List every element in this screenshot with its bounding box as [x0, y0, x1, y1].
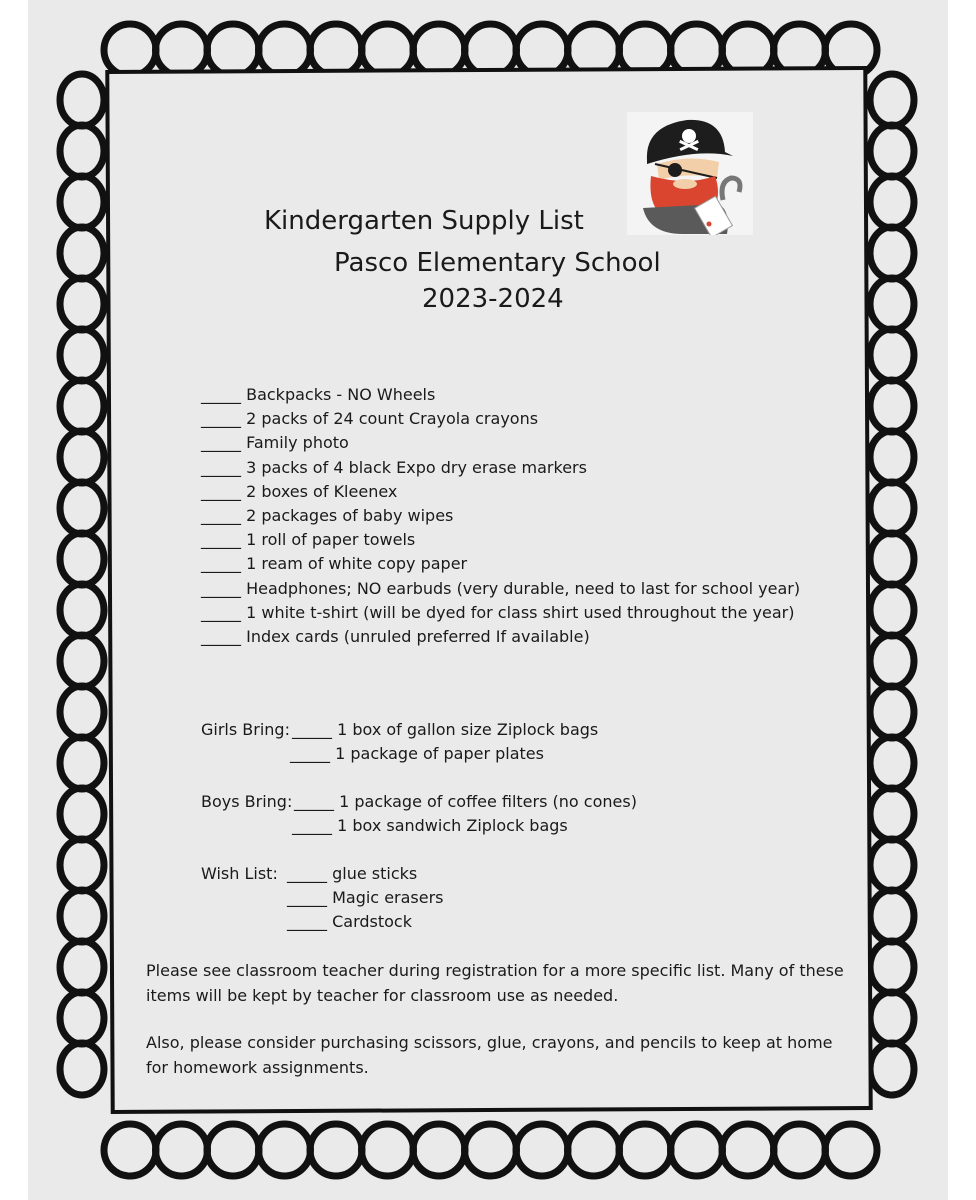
- checkbox-blank: _____: [201, 602, 241, 622]
- border-scallop: [825, 1124, 877, 1176]
- border-scallop: [60, 533, 104, 585]
- home-supplies-note: Also, please consider purchasing scissors, glue, crayons, and pencils to keep at home for homework assignments.: [146, 1033, 833, 1077]
- border-scallop: [60, 992, 104, 1044]
- border-scallop: [870, 839, 914, 891]
- boys-bring-label: Boys Bring:: [201, 792, 293, 811]
- border-scallop: [870, 584, 914, 636]
- border-scallop: [60, 737, 104, 789]
- border-scallop: [156, 1124, 208, 1176]
- border-scallop: [870, 380, 914, 432]
- border-scallop: [259, 1124, 311, 1176]
- border-scallop: [870, 788, 914, 840]
- border-scallop: [413, 1124, 465, 1176]
- list-item: _____ Headphones; NO earbuds (very durable, need to last for school year): [201, 577, 800, 601]
- border-scallop: [870, 737, 914, 789]
- list-item: _____ Cardstock: [287, 912, 412, 931]
- checkbox-blank: _____: [201, 409, 241, 429]
- border-scallop: [774, 1124, 826, 1176]
- list-item: _____ 1 package of coffee filters (no cones): [294, 792, 637, 811]
- border-scallop: [870, 1043, 914, 1095]
- border-scallop: [60, 584, 104, 636]
- border-scallop: [60, 686, 104, 738]
- list-item: _____ Index cards (unruled preferred If available): [201, 625, 800, 649]
- border-scallop: [60, 941, 104, 993]
- border-scallop: [60, 380, 104, 432]
- border-scallop: [870, 890, 914, 942]
- school-year: 2023-2024: [422, 284, 564, 314]
- checkbox-blank: _____: [201, 578, 241, 598]
- list-item: _____ 1 roll of paper towels: [201, 528, 800, 552]
- registration-note: Please see classroom teacher during registration for a more specific list. Many of these items will be kept by teacher for classroom use as needed.: [146, 961, 844, 1005]
- supply-list: [201, 383, 800, 649]
- border-scallop: [568, 1124, 620, 1176]
- border-scallop: [870, 482, 914, 534]
- border-scallop: [722, 1124, 774, 1176]
- checkbox-blank: _____: [201, 505, 241, 525]
- list-item: _____ 2 packages of baby wipes: [201, 504, 800, 528]
- list-item: _____ glue sticks: [287, 864, 418, 883]
- page-title: Kindergarten Supply List: [264, 206, 584, 236]
- border-scallop: [465, 1124, 517, 1176]
- list-item: _____ Family photo: [201, 431, 800, 455]
- list-item: _____ 1 ream of white copy paper: [201, 552, 800, 576]
- border-scallop: [207, 1124, 259, 1176]
- list-item: _____ 3 packs of 4 black Expo dry erase markers: [201, 456, 800, 480]
- checkbox-blank: _____: [201, 433, 241, 453]
- border-scallop: [870, 941, 914, 993]
- border-scallop: [870, 329, 914, 381]
- border-scallop: [870, 533, 914, 585]
- border-scallop: [870, 992, 914, 1044]
- checkbox-blank: _____: [201, 530, 241, 550]
- list-item: _____ Backpacks - NO Wheels: [201, 383, 800, 407]
- border-scallop: [60, 1043, 104, 1095]
- border-scallop: [60, 890, 104, 942]
- boys-bring-section: [201, 790, 821, 838]
- list-item: _____ 1 package of paper plates: [290, 744, 544, 763]
- school-name: Pasco Elementary School: [334, 248, 661, 278]
- checkbox-blank: _____: [201, 481, 241, 501]
- wish-list-section: [201, 862, 821, 934]
- border-scallop: [60, 635, 104, 687]
- border-scallop: [310, 1124, 362, 1176]
- list-item: _____ 1 box sandwich Ziplock bags: [292, 816, 568, 835]
- checkbox-blank: _____: [201, 554, 241, 574]
- list-item: _____ 1 white t-shirt (will be dyed for class shirt used throughout the year): [201, 601, 800, 625]
- border-scallop: [870, 635, 914, 687]
- wish-list-label: Wish List:: [201, 864, 278, 883]
- border-scallop: [60, 839, 104, 891]
- list-item: _____ 1 box of gallon size Ziplock bags: [292, 720, 599, 739]
- border-scallop: [619, 1124, 671, 1176]
- border-scallop: [60, 431, 104, 483]
- title-block: [0, 0, 976, 330]
- border-scallop: [870, 686, 914, 738]
- border-scallop: [104, 1124, 156, 1176]
- checkbox-blank: _____: [201, 385, 241, 404]
- border-scallop: [60, 329, 104, 381]
- border-scallop: [60, 482, 104, 534]
- list-item: _____ Magic erasers: [287, 888, 444, 907]
- border-scallop: [671, 1124, 723, 1176]
- checkbox-blank: _____: [201, 626, 241, 646]
- list-item: _____ 2 packs of 24 count Crayola crayons: [201, 407, 800, 431]
- border-scallop: [870, 431, 914, 483]
- girls-bring-label: Girls Bring:: [201, 720, 290, 739]
- list-item: _____ 2 boxes of Kleenex: [201, 480, 800, 504]
- border-scallop: [60, 788, 104, 840]
- border-scallop: [516, 1124, 568, 1176]
- border-scallop: [362, 1124, 414, 1176]
- girls-bring-section: [201, 718, 821, 766]
- checkbox-blank: _____: [201, 457, 241, 477]
